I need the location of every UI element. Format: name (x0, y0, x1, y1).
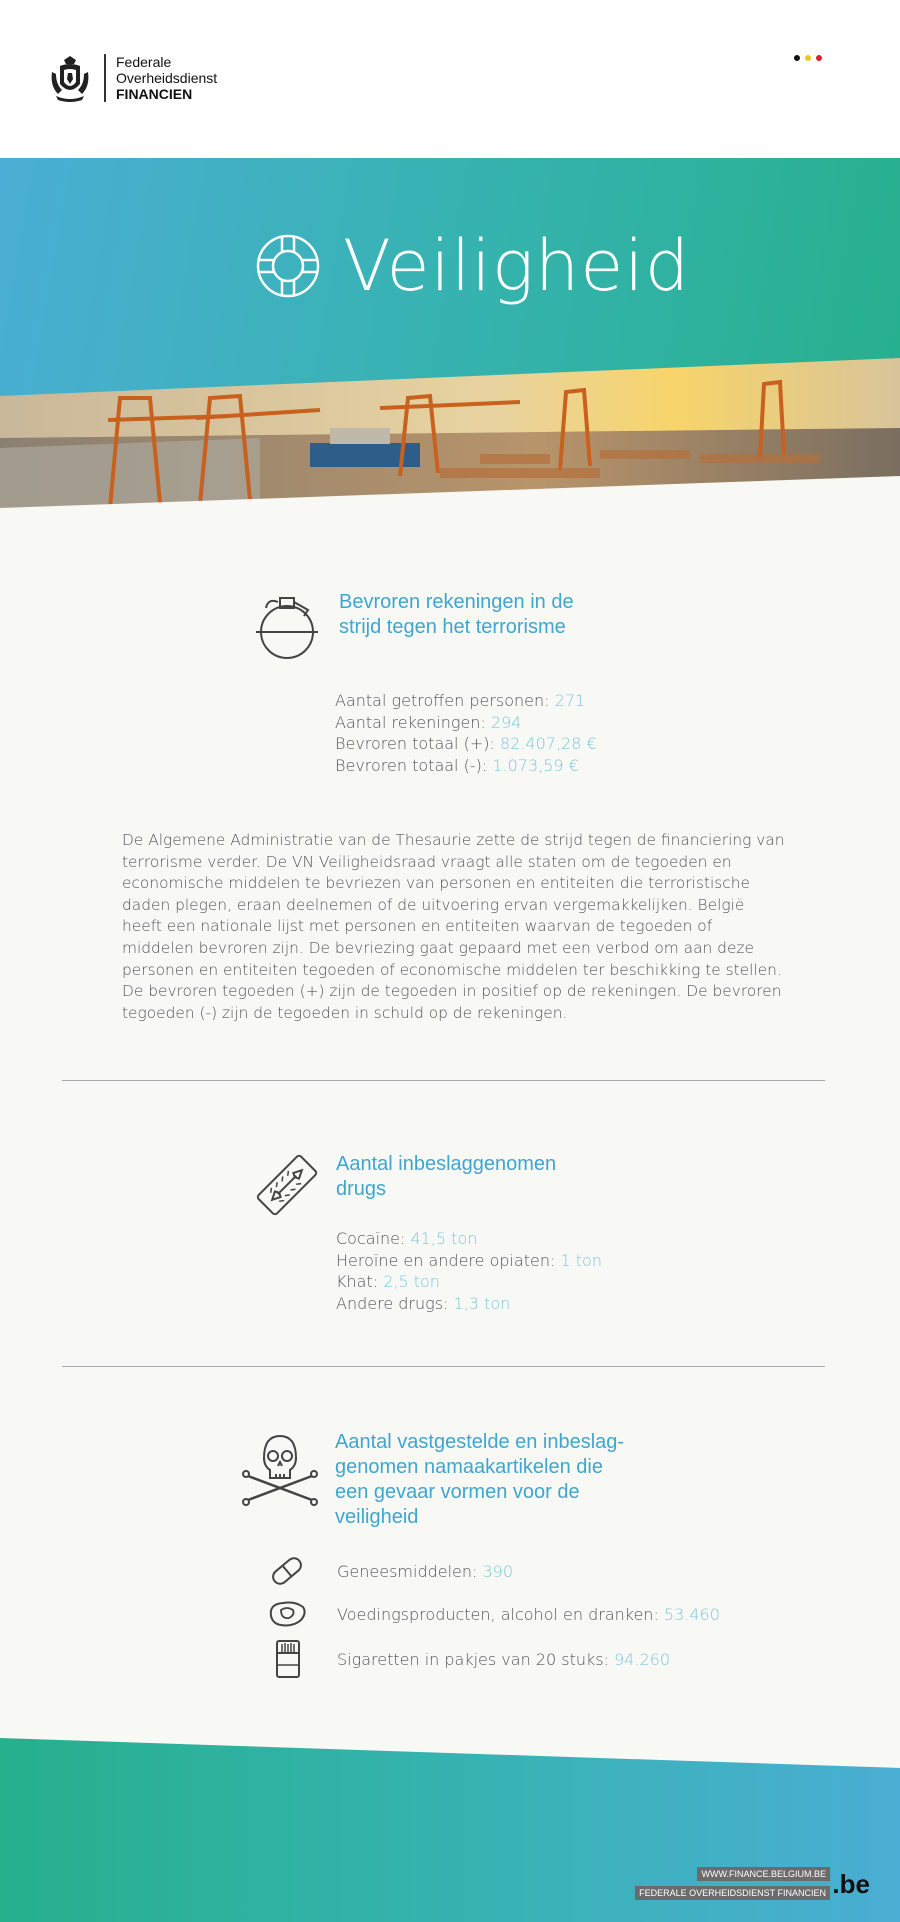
counterfeit-item-label: Geneesmiddelen: 390 (337, 1561, 514, 1581)
divider (62, 1366, 825, 1367)
frozen-accounts-paragraph: De Algemene Administratie van de Thesaurie zette de strijd tegen de financiering van terrorisme verder. De VN Veiligheidsraad vraagt alle staten om de tegoeden en economische middelen te bevriezen van personen en entiteiten die terroristische daden plegen, eraan deelnemen of de uitvoering ervan vergemakkelijken. België heeft een nationale lijst met personen en entiteiten waarvan de tegoeden of middelen bevroren zijn. De bevriezing gaat gepaard met een verbod om aan deze personen en entiteiten tegoeden of economische middelen ter beschikking te stellen. De bevroren tegoeden (+) zijn de tegoeden in positief op de rekeningen. De bevroren tegoeden (-) zijn de tegoeden in schuld op de rekeningen. (122, 831, 785, 1022)
counterfeit-item-label: Sigaretten in pakjes van 20 stuks: 94.260 (337, 1649, 671, 1669)
org-line-3: FINANCIEN (116, 86, 193, 102)
flag-dot-black (794, 55, 800, 61)
cigarette-pack-icon (265, 1637, 309, 1681)
counterfeit-title-3: een gevaar vormen voor de (335, 1481, 580, 1503)
org-line-1: Federale (116, 54, 172, 70)
frozen-accounts-stats (335, 690, 597, 776)
harbour-photo (0, 358, 900, 518)
counterfeit-item-cigarettes (265, 1637, 670, 1681)
counterfeit-header (240, 1430, 624, 1530)
stat-row: Khat: 2,5 ton (336, 1272, 440, 1291)
org-line-2: Overheidsdienst (116, 70, 218, 86)
steak-icon (265, 1596, 309, 1632)
frozen-accounts-header (254, 588, 574, 664)
counterfeit-item-food (265, 1596, 720, 1632)
footer-org: FEDERALE OVERHEIDSDIENST FINANCIEN (635, 1886, 830, 1900)
belgian-flag-dots (794, 55, 822, 61)
stat-row: Bevroren totaal (+): 82.407,28 € (335, 734, 597, 753)
divider (62, 1080, 825, 1081)
page-title: Veiligheid (343, 225, 691, 307)
counterfeit-item-medicines (265, 1553, 513, 1589)
header-bar (0, 0, 900, 158)
org-name (104, 54, 217, 102)
counterfeit-title-2: genomen namaakartikelen die (335, 1456, 603, 1478)
belgian-coat-of-arms-icon (46, 52, 94, 104)
stat-row: Cocaïne: 41,5 ton (336, 1229, 478, 1248)
skull-crossbones-icon (240, 1430, 320, 1506)
footer-info (635, 1862, 830, 1900)
stat-row: Bevroren totaal (-): 1.073,59 € (335, 755, 579, 775)
drugs-stats (336, 1228, 602, 1314)
be-logo: .be (832, 1869, 870, 1899)
stat-row: Heroïne en andere opiaten: 1 ton (336, 1250, 602, 1270)
drugs-header (252, 1150, 556, 1220)
razor-blade-icon (252, 1150, 322, 1220)
stat-row: Aantal getroffen personen: 271 (335, 691, 586, 710)
hero-title (255, 225, 690, 307)
footer-url[interactable]: WWW.FINANCE.BELGIUM.BE (697, 1867, 830, 1881)
grenade-icon (254, 588, 320, 664)
fod-logo[interactable] (46, 52, 217, 104)
counterfeit-item-label: Voedingsproducten, alcohol en dranken: 53.460 (337, 1604, 720, 1624)
counterfeit-title-1: Aantal vastgestelde en inbeslag- (335, 1431, 625, 1453)
stat-row: Andere drugs: 1,3 ton (336, 1293, 511, 1313)
drugs-title-2: drugs (336, 1178, 387, 1200)
flag-dot-red (816, 55, 822, 61)
flag-dot-yellow (805, 55, 811, 61)
frozen-accounts-title-2: strijd tegen het terrorisme (339, 616, 566, 638)
stat-row: Aantal rekeningen: 294 (335, 712, 522, 732)
drugs-title-1: Aantal inbeslaggenomen (336, 1153, 557, 1175)
pill-icon (265, 1553, 309, 1589)
lifebuoy-icon (255, 233, 321, 299)
frozen-accounts-title-1: Bevroren rekeningen in de (339, 591, 574, 613)
counterfeit-title-4: veiligheid (335, 1506, 419, 1528)
